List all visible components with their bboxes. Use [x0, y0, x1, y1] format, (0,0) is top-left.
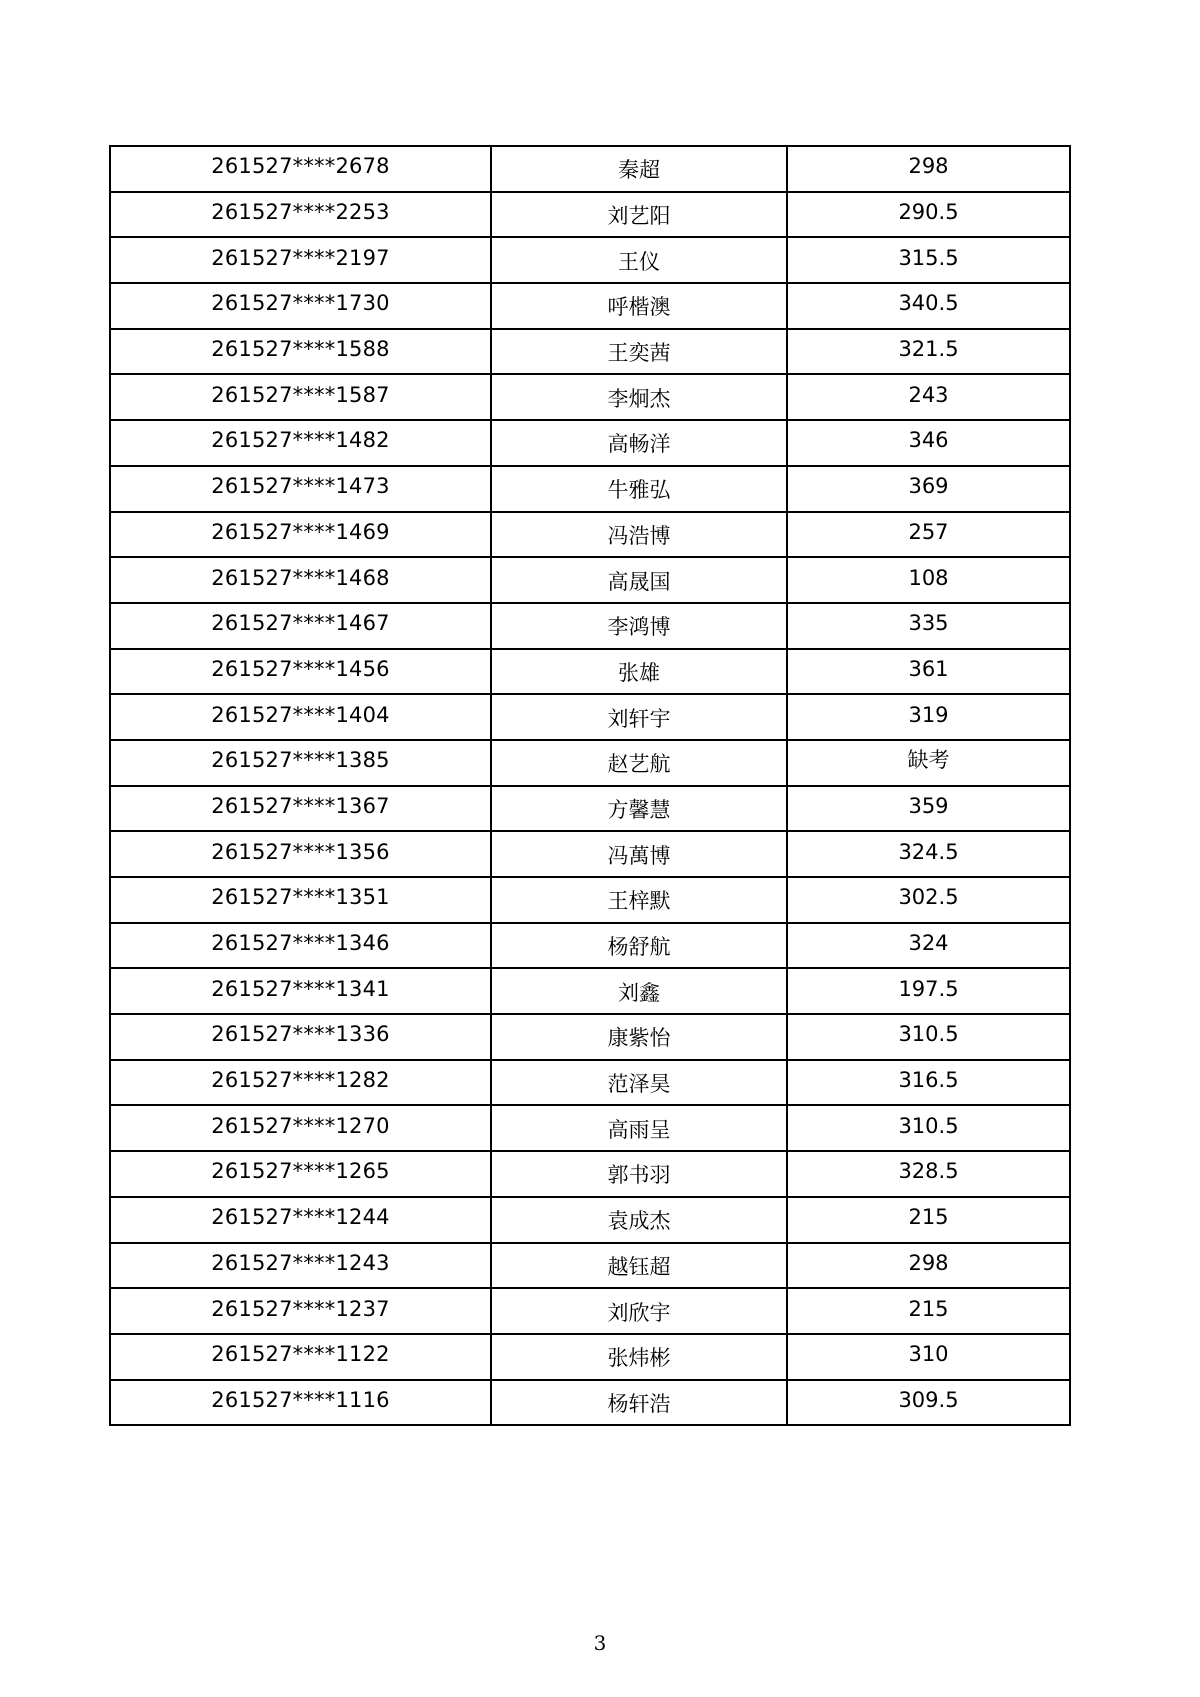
candidate-name-text: 赵艺航 [607, 752, 671, 777]
table-row [110, 1334, 1070, 1380]
candidate-id-cell [110, 1197, 491, 1243]
table-row [110, 694, 1070, 740]
candidate-name-cell [491, 1380, 787, 1426]
candidate-id-text: 261527****1282 [211, 1068, 390, 1093]
candidate-score-cell [787, 283, 1070, 329]
candidate-id-cell [110, 512, 491, 558]
candidate-name-text: 高畅洋 [607, 432, 671, 457]
candidate-id-cell [110, 877, 491, 923]
candidate-name-cell [491, 786, 787, 832]
candidate-score-cell [787, 512, 1070, 558]
candidate-name-text: 高雨呈 [607, 1117, 671, 1142]
candidate-name-cell [491, 512, 787, 558]
table-row [110, 1014, 1070, 1060]
candidate-name-text: 李鸿博 [607, 615, 671, 640]
candidate-name-text: 杨舒航 [607, 935, 671, 960]
candidate-name-text: 刘欣宇 [607, 1300, 671, 1325]
table-row [110, 237, 1070, 283]
table-row [110, 1105, 1070, 1151]
candidate-score-cell [787, 237, 1070, 283]
candidate-name-text: 王梓默 [607, 889, 671, 914]
candidate-id-text: 261527****1351 [211, 885, 390, 910]
table-row [110, 1243, 1070, 1289]
candidate-score-text: 328.5 [898, 1159, 959, 1184]
candidate-name-cell [491, 557, 787, 603]
candidate-score-cell [787, 1243, 1070, 1289]
candidate-id-text: 261527****1404 [211, 702, 390, 727]
candidate-name-text: 方馨慧 [607, 797, 671, 822]
candidate-name-text: 王仪 [618, 249, 660, 274]
candidate-name-text: 牛雅弘 [607, 478, 671, 503]
candidate-id-text: 261527****1244 [211, 1205, 390, 1230]
candidate-name-cell [491, 1014, 787, 1060]
candidate-name-cell [491, 877, 787, 923]
candidate-score-cell [787, 603, 1070, 649]
candidate-id-cell [110, 649, 491, 695]
candidate-name-text: 张雄 [618, 660, 660, 685]
candidate-name-cell [491, 1243, 787, 1289]
candidate-score-text: 310.5 [898, 1022, 959, 1047]
candidate-score-cell [787, 1334, 1070, 1380]
table-row [110, 1151, 1070, 1197]
candidate-score-text: 302.5 [898, 885, 959, 910]
candidate-id-text: 261527****1587 [211, 382, 390, 407]
table-row [110, 786, 1070, 832]
candidate-name-text: 越钰超 [607, 1254, 671, 1279]
candidate-score-text: 319 [908, 702, 949, 727]
candidate-score-text: 361 [908, 656, 949, 681]
candidate-id-text: 261527****1341 [211, 976, 390, 1001]
table-row [110, 557, 1070, 603]
candidate-name-text: 冯浩博 [607, 523, 671, 548]
candidate-id-cell [110, 968, 491, 1014]
candidate-score-text: 310 [908, 1342, 949, 1367]
table-row [110, 466, 1070, 512]
candidate-id-cell [110, 146, 491, 192]
table-row [110, 923, 1070, 969]
candidate-score-text: 316.5 [898, 1068, 959, 1093]
candidate-id-cell [110, 694, 491, 740]
candidate-score-cell [787, 1151, 1070, 1197]
table-row [110, 603, 1070, 649]
candidate-id-text: 261527****2678 [211, 154, 390, 179]
candidate-score-text: 369 [908, 474, 949, 499]
candidate-id-text: 261527****1116 [211, 1387, 390, 1412]
candidate-name-text: 郭书羽 [607, 1163, 671, 1188]
candidate-name-cell [491, 283, 787, 329]
candidate-id-text: 261527****1237 [211, 1296, 390, 1321]
candidate-id-cell [110, 603, 491, 649]
candidate-name-cell [491, 146, 787, 192]
candidate-id-text: 261527****1385 [211, 748, 390, 773]
candidate-id-text: 261527****1469 [211, 519, 390, 544]
candidate-score-cell [787, 923, 1070, 969]
candidate-name-cell [491, 237, 787, 283]
candidate-id-cell [110, 831, 491, 877]
candidate-score-cell [787, 877, 1070, 923]
candidate-id-cell [110, 420, 491, 466]
candidate-score-text: 359 [908, 793, 949, 818]
candidate-name-cell [491, 923, 787, 969]
score-table [109, 145, 1071, 1426]
table-row [110, 968, 1070, 1014]
candidate-id-cell [110, 557, 491, 603]
candidate-name-text: 呼楷澳 [607, 295, 671, 320]
candidate-score-text: 108 [908, 565, 949, 590]
candidate-score-cell [787, 557, 1070, 603]
candidate-name-cell [491, 1105, 787, 1151]
table-row [110, 283, 1070, 329]
table-row [110, 1288, 1070, 1334]
candidate-score-cell [787, 831, 1070, 877]
candidate-score-text: 340.5 [898, 291, 959, 316]
table-row [110, 374, 1070, 420]
table-row [110, 1060, 1070, 1106]
candidate-id-text: 261527****1367 [211, 793, 390, 818]
candidate-id-cell [110, 1060, 491, 1106]
candidate-id-cell [110, 923, 491, 969]
candidate-id-cell [110, 1334, 491, 1380]
table-row [110, 420, 1070, 466]
table-row [110, 512, 1070, 558]
table-row [110, 1380, 1070, 1426]
candidate-id-cell [110, 1380, 491, 1426]
candidate-score-cell [787, 968, 1070, 1014]
candidate-name-cell [491, 968, 787, 1014]
candidate-name-cell [491, 831, 787, 877]
candidate-name-text: 高晟国 [607, 569, 671, 594]
candidate-score-text: 324.5 [898, 839, 959, 864]
candidate-name-cell [491, 1151, 787, 1197]
candidate-score-cell [787, 786, 1070, 832]
candidate-name-cell [491, 192, 787, 238]
table-row [110, 1197, 1070, 1243]
candidate-score-text: 215 [908, 1205, 949, 1230]
candidate-id-text: 261527****2197 [211, 245, 390, 270]
candidate-name-text: 冯萬博 [607, 843, 671, 868]
candidate-name-cell [491, 1197, 787, 1243]
candidate-score-text: 197.5 [898, 976, 959, 1001]
candidate-id-text: 261527****2253 [211, 200, 390, 225]
candidate-score-text: 310.5 [898, 1113, 959, 1138]
candidate-score-cell [787, 466, 1070, 512]
candidate-name-cell [491, 420, 787, 466]
candidate-id-text: 261527****1265 [211, 1159, 390, 1184]
candidate-name-text: 袁成杰 [607, 1209, 671, 1234]
candidate-id-cell [110, 1105, 491, 1151]
candidate-name-text: 李炯杰 [607, 386, 671, 411]
candidate-id-text: 261527****1482 [211, 428, 390, 453]
candidate-id-cell [110, 192, 491, 238]
candidate-id-cell [110, 1243, 491, 1289]
candidate-id-cell [110, 329, 491, 375]
candidate-name-cell [491, 329, 787, 375]
candidate-name-text: 杨轩浩 [607, 1391, 671, 1416]
candidate-id-cell [110, 237, 491, 283]
candidate-name-text: 张炜彬 [607, 1346, 671, 1371]
candidate-score-text: 346 [908, 428, 949, 453]
candidate-score-cell [787, 1060, 1070, 1106]
candidate-name-text: 刘鑫 [618, 980, 660, 1005]
candidate-id-text: 261527****1473 [211, 474, 390, 499]
candidate-name-text: 范泽昊 [607, 1072, 671, 1097]
candidate-score-text: 缺考 [907, 748, 950, 773]
table-row [110, 329, 1070, 375]
page-number: 3 [593, 1631, 607, 1655]
candidate-name-text: 刘轩宇 [607, 706, 671, 731]
table-row [110, 146, 1070, 192]
table-body [110, 146, 1070, 1425]
candidate-id-text: 261527****1468 [211, 565, 390, 590]
candidate-name-cell [491, 1334, 787, 1380]
candidate-id-text: 261527****1730 [211, 291, 390, 316]
candidate-score-cell [787, 1288, 1070, 1334]
table-row [110, 740, 1070, 786]
candidate-score-text: 335 [908, 611, 949, 636]
candidate-name-cell [491, 694, 787, 740]
candidate-id-cell [110, 740, 491, 786]
candidate-score-text: 243 [908, 382, 949, 407]
candidate-name-cell [491, 1288, 787, 1334]
candidate-id-cell [110, 374, 491, 420]
candidate-name-text: 康紫怡 [607, 1026, 671, 1051]
candidate-id-text: 261527****1356 [211, 839, 390, 864]
candidate-id-cell [110, 466, 491, 512]
candidate-id-text: 261527****1270 [211, 1113, 390, 1138]
table-row [110, 877, 1070, 923]
candidate-name-cell [491, 1060, 787, 1106]
candidate-score-text: 298 [908, 154, 949, 179]
candidate-score-cell [787, 192, 1070, 238]
candidate-score-cell [787, 374, 1070, 420]
candidate-score-cell [787, 1014, 1070, 1060]
candidate-name-cell [491, 649, 787, 695]
candidate-id-cell [110, 1288, 491, 1334]
candidate-id-text: 261527****1243 [211, 1250, 390, 1275]
candidate-name-text: 王奕茜 [607, 341, 671, 366]
candidate-name-cell [491, 374, 787, 420]
candidate-id-text: 261527****1456 [211, 656, 390, 681]
candidate-id-cell [110, 1151, 491, 1197]
candidate-name-cell [491, 466, 787, 512]
candidate-score-cell [787, 1197, 1070, 1243]
candidate-name-cell [491, 603, 787, 649]
candidate-score-text: 309.5 [898, 1387, 959, 1412]
candidate-id-text: 261527****1122 [211, 1342, 390, 1367]
candidate-id-cell [110, 1014, 491, 1060]
table-row [110, 649, 1070, 695]
candidate-id-text: 261527****1467 [211, 611, 390, 636]
candidate-score-text: 315.5 [898, 245, 959, 270]
candidate-score-text: 324 [908, 931, 949, 956]
candidate-name-text: 秦超 [618, 158, 660, 183]
candidate-score-cell [787, 740, 1070, 786]
candidate-score-text: 257 [908, 519, 949, 544]
candidate-score-text: 215 [908, 1296, 949, 1321]
candidate-id-text: 261527****1588 [211, 337, 390, 362]
candidate-score-cell [787, 329, 1070, 375]
candidate-score-cell [787, 146, 1070, 192]
candidate-score-cell [787, 1105, 1070, 1151]
candidate-score-cell [787, 420, 1070, 466]
candidate-score-text: 321.5 [898, 337, 959, 362]
candidate-name-text: 刘艺阳 [607, 204, 671, 229]
candidate-id-cell [110, 786, 491, 832]
candidate-id-cell [110, 283, 491, 329]
candidate-name-cell [491, 740, 787, 786]
candidate-score-cell [787, 1380, 1070, 1426]
candidate-score-cell [787, 649, 1070, 695]
candidate-score-text: 290.5 [898, 200, 959, 225]
candidate-score-text: 298 [908, 1250, 949, 1275]
candidate-id-text: 261527****1336 [211, 1022, 390, 1047]
table-row [110, 192, 1070, 238]
candidate-id-text: 261527****1346 [211, 931, 390, 956]
table-row [110, 831, 1070, 877]
candidate-score-cell [787, 694, 1070, 740]
